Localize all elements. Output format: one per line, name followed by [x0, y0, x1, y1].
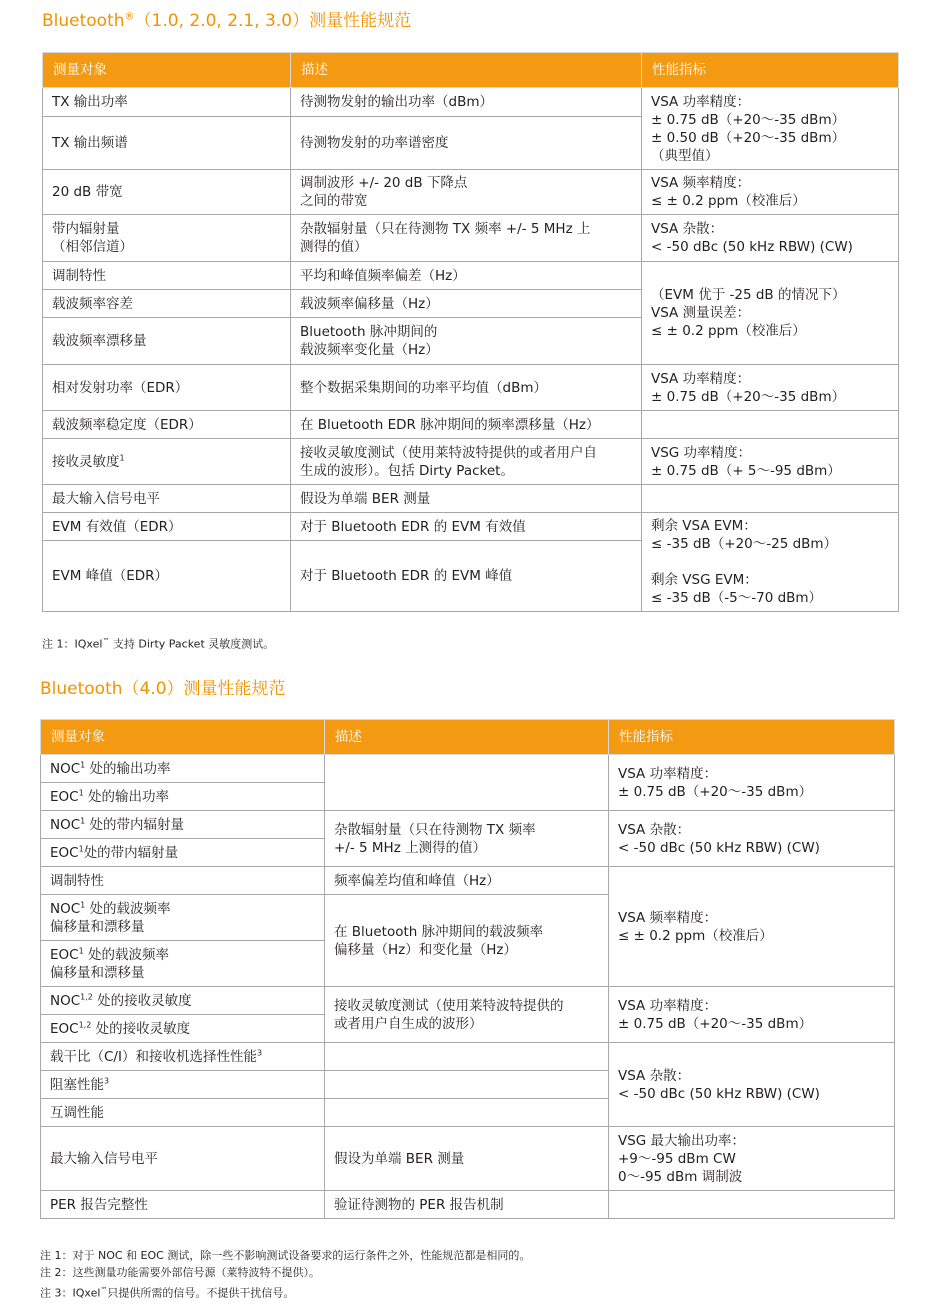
cell-object: 20 dB 带宽: [43, 170, 291, 215]
cell-description: 调制波形 +/- 20 dB 下降点 之间的带宽: [291, 170, 642, 215]
cell-description-empty: [325, 1071, 609, 1099]
cell-description: 在 Bluetooth 脉冲期间的载波频率 偏移量（Hz）和变化量（Hz）: [325, 895, 609, 987]
table-row: [41, 867, 895, 895]
cell-performance: VSA 频率精度： ≤ ± 0.2 ppm（校准后）: [609, 867, 895, 987]
footnote-3: 注 3：IQxel™只提供所需的信号。不提供干扰信号。: [40, 1286, 295, 1300]
cell-description: 对于 Bluetooth EDR 的 EVM 有效值: [291, 513, 642, 541]
cell-description-empty: [325, 755, 609, 811]
section2-title: Bluetooth（4.0）测量性能规范: [40, 679, 286, 699]
cell-performance: （EVM 优于 -25 dB 的情况下） VSA 测量误差： ≤ ± 0.2 ppm（校准后）: [642, 262, 899, 365]
cell-description: Bluetooth 脉冲期间的 载波频率变化量（Hz）: [291, 318, 642, 365]
cell-object: EVM 峰值（EDR）: [43, 541, 291, 612]
cell-object: 阻塞性能$^3$: [41, 1071, 325, 1099]
table-row: [43, 411, 899, 439]
table-row: [43, 170, 899, 215]
table-row: [41, 755, 895, 783]
cell-description: 对于 Bluetooth EDR 的 EVM 峰值: [291, 541, 642, 612]
cell-object: NOC$^1$ 处的输出功率: [41, 755, 325, 783]
cell-description: 杂散辐射量（只在待测物 TX 频率 +/- 5 MHz 上 测得的值）: [291, 215, 642, 262]
table-row: [41, 1043, 895, 1071]
cell-description: 验证待测物的 PER 报告机制: [325, 1191, 609, 1219]
cell-object: EVM 有效值（EDR）: [43, 513, 291, 541]
footnote-1: 注 1：IQxel™ 支持 Dirty Packet 灵敏度测试。: [42, 637, 275, 651]
table-header-row: [41, 720, 895, 755]
cell-performance-empty: [642, 485, 899, 513]
cell-description: 接收灵敏度测试（使用莱特波特提供的或者用户自 生成的波形）。包括 Dirty Packet。: [291, 439, 642, 485]
cell-description: 假设为单端 BER 测量: [325, 1127, 609, 1191]
cell-description-empty: [325, 1099, 609, 1127]
cell-description: 载波频率偏移量（Hz）: [291, 290, 642, 318]
table-row: [43, 485, 899, 513]
table-row: [41, 1191, 895, 1219]
cell-description: 接收灵敏度测试（使用莱特波特提供的 或者用户自生成的波形）: [325, 987, 609, 1043]
bt-le-spec-table: [40, 719, 895, 1219]
table-row: [41, 987, 895, 1015]
cell-performance: VSA 功率精度： ± 0.75 dB（+20～-35 dBm） ± 0.50 dB（+20～-35 dBm） （典型值）: [642, 88, 899, 170]
cell-performance: VSA 杂散： < -50 dBc (50 kHz RBW) (CW): [609, 811, 895, 867]
cell-object: EOC$^1$ 处的输出功率: [41, 783, 325, 811]
cell-object: NOC$^1$ 处的载波频率 偏移量和漂移量: [41, 895, 325, 941]
cell-object: EOC$^1$处的带内辐射量: [41, 839, 325, 867]
cell-object: 调制特性: [43, 262, 291, 290]
table-row: [41, 811, 895, 839]
cell-object: PER 报告完整性: [41, 1191, 325, 1219]
cell-description-empty: [325, 1043, 609, 1071]
table-row: [43, 215, 899, 262]
table-row: [43, 88, 899, 117]
cell-description: 假设为单端 BER 测量: [291, 485, 642, 513]
bt-classic-spec-table: [42, 52, 899, 612]
cell-performance: VSA 杂散： < -50 dBc (50 kHz RBW) (CW): [609, 1043, 895, 1127]
table-row: [41, 1127, 895, 1191]
cell-description: 待测物发射的功率谱密度: [291, 117, 642, 170]
cell-object: 载波频率漂移量: [43, 318, 291, 365]
cell-performance-empty: [642, 411, 899, 439]
table-row: [43, 439, 899, 485]
cell-object: 最大输入信号电平: [41, 1127, 325, 1191]
cell-performance: 剩余 VSA EVM： ≤ -35 dB（+20～-25 dBm） 剩余 VSG EVM： ≤ -35 dB（-5～-70 dBm）: [642, 513, 899, 612]
cell-performance: VSA 频率精度： ≤ ± 0.2 ppm（校准后）: [642, 170, 899, 215]
header-performance: 性能指标: [609, 720, 895, 755]
cell-object: TX 输出频谱: [43, 117, 291, 170]
header-description: 描述: [291, 53, 642, 88]
table-row: [43, 262, 899, 290]
footnote-2: 注 2：这些测量功能需要外部信号源（莱特波特不提供）。: [40, 1266, 320, 1279]
cell-object: 接收灵敏度$^1$: [43, 439, 291, 485]
header-description: 描述: [325, 720, 609, 755]
cell-performance: VSG 最大输出功率： +9～-95 dBm CW 0～-95 dBm 调制波: [609, 1127, 895, 1191]
cell-object: 载波频率容差: [43, 290, 291, 318]
cell-object: 最大输入信号电平: [43, 485, 291, 513]
cell-description: 平均和峰值频率偏差（Hz）: [291, 262, 642, 290]
cell-object: TX 输出功率: [43, 88, 291, 117]
cell-object: 载干比（C/I）和接收机选择性性能$^3$: [41, 1043, 325, 1071]
cell-performance: VSA 功率精度： ± 0.75 dB（+20～-35 dBm）: [609, 755, 895, 811]
section1-title: Bluetooth®（1.0, 2.0, 2.1, 3.0）测量性能规范: [42, 11, 412, 31]
cell-object: EOC$^1$ 处的载波频率 偏移量和漂移量: [41, 941, 325, 987]
cell-object: 带内辐射量 （相邻信道）: [43, 215, 291, 262]
table-row: [43, 365, 899, 411]
cell-performance: VSG 功率精度： ± 0.75 dB（+ 5～-95 dBm）: [642, 439, 899, 485]
table-row: [43, 513, 899, 541]
cell-performance: VSA 杂散： < -50 dBc (50 kHz RBW) (CW): [642, 215, 899, 262]
footnote-1: 注 1：对于 NOC 和 EOC 测试，除一些不影响测试设备要求的运行条件之外，性能规范都是相同的。: [40, 1249, 531, 1262]
header-object: 测量对象: [43, 53, 291, 88]
cell-object: 相对发射功率（EDR）: [43, 365, 291, 411]
cell-performance: VSA 功率精度： ± 0.75 dB（+20～-35 dBm）: [642, 365, 899, 411]
cell-description: 待测物发射的输出功率（dBm）: [291, 88, 642, 117]
header-performance: 性能指标: [642, 53, 899, 88]
cell-performance-empty: [609, 1191, 895, 1219]
table-header-row: [43, 53, 899, 88]
cell-description: 杂散辐射量（只在待测物 TX 频率 +/- 5 MHz 上测得的值）: [325, 811, 609, 867]
cell-object: 调制特性: [41, 867, 325, 895]
cell-description: 整个数据采集期间的功率平均值（dBm）: [291, 365, 642, 411]
cell-object: NOC$^1$ 处的带内辐射量: [41, 811, 325, 839]
cell-object: NOC$^{1,2}$ 处的接收灵敏度: [41, 987, 325, 1015]
header-object: 测量对象: [41, 720, 325, 755]
cell-object: EOC$^{1,2}$ 处的接收灵敏度: [41, 1015, 325, 1043]
cell-description: 频率偏差均值和峰值（Hz）: [325, 867, 609, 895]
cell-object: 载波频率稳定度（EDR）: [43, 411, 291, 439]
cell-description: 在 Bluetooth EDR 脉冲期间的频率漂移量（Hz）: [291, 411, 642, 439]
cell-performance: VSA 功率精度： ± 0.75 dB（+20～-35 dBm）: [609, 987, 895, 1043]
cell-object: 互调性能: [41, 1099, 325, 1127]
